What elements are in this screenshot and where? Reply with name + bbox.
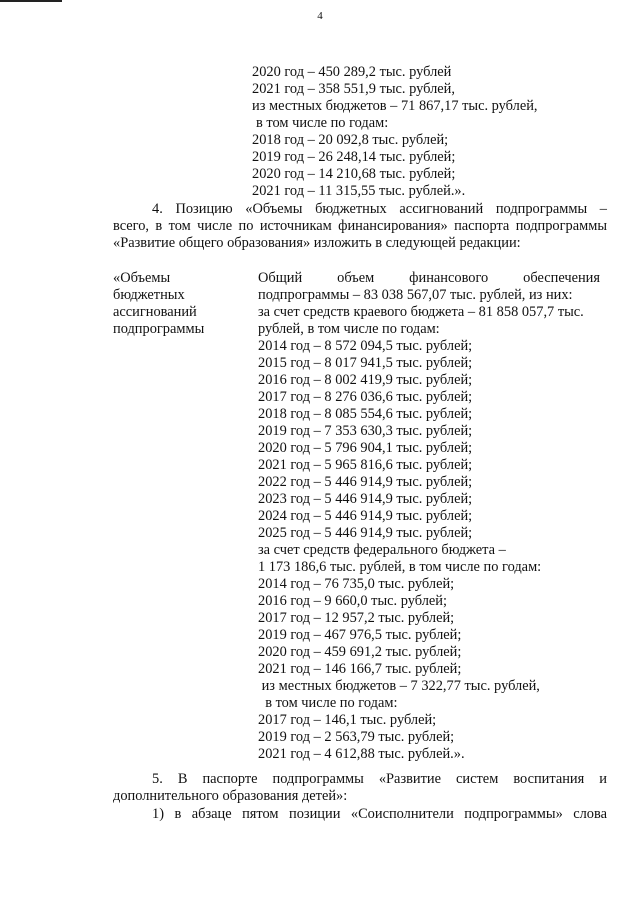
paragraph-line: 5. В паспорте подпрограммы «Развитие систем воспитания и	[152, 771, 607, 787]
table-value-line: 2019 год – 7 353 630,3 тыс. рублей;	[258, 423, 473, 439]
table-value-line: 2019 год – 2 563,79 тыс. рублей;	[258, 729, 455, 745]
table-value-line: 2014 год – 8 572 094,5 тыс. рублей;	[258, 338, 473, 354]
table-value-line: подпрограммы – 83 038 567,07 тыс. рублей, из них:	[258, 287, 573, 303]
paragraph-line: 4. Позицию «Объемы бюджетных ассигнований подпрограммы –	[152, 201, 607, 217]
table-value-line: 2021 год – 5 965 816,6 тыс. рублей;	[258, 457, 473, 473]
table-value-line: из местных бюджетов – 7 322,77 тыс. рублей,	[258, 678, 540, 694]
table-value-line: 2017 год – 8 276 036,6 тыс. рублей;	[258, 389, 473, 405]
text-line: в том числе по годам:	[256, 115, 389, 131]
table-value-line: 2023 год – 5 446 914,9 тыс. рублей;	[258, 491, 473, 507]
table-value-line: 2016 год – 9 660,0 тыс. рублей;	[258, 593, 447, 609]
table-label-line: бюджетных	[113, 287, 185, 303]
table-value-line: 2024 год – 5 446 914,9 тыс. рублей;	[258, 508, 473, 524]
table-label-line: «Объемы	[113, 270, 171, 286]
table-value-line: 2025 год – 5 446 914,9 тыс. рублей;	[258, 525, 473, 541]
table-value-line: за счет средств краевого бюджета – 81 858 057,7 тыс.	[258, 304, 584, 320]
paragraph-line: всего, в том числе по источникам финансирования» паспорта подпрограммы	[113, 218, 607, 234]
text-line: 2020 год – 450 289,2 тыс. рублей	[252, 64, 452, 80]
text-line: 2020 год – 14 210,68 тыс. рублей;	[252, 166, 456, 182]
text-line: 2021 год – 11 315,55 тыс. рублей.».	[252, 183, 466, 199]
table-value-line: 2021 год – 4 612,88 тыс. рублей.».	[258, 746, 465, 762]
scan-corner-mark	[0, 0, 62, 2]
table-value-line: Общий объем финансового обеспечения	[258, 270, 600, 286]
paragraph-line: дополнительного образования детей»:	[113, 788, 348, 804]
text-line: 2018 год – 20 092,8 тыс. рублей;	[252, 132, 449, 148]
table-value-line: в том числе по годам:	[258, 695, 398, 711]
text-line: из местных бюджетов – 71 867,17 тыс. рублей,	[252, 98, 538, 114]
table-value-line: 1 173 186,6 тыс. рублей, в том числе по годам:	[258, 559, 542, 575]
table-value-line: 2019 год – 467 976,5 тыс. рублей;	[258, 627, 462, 643]
table-value-line: 2020 год – 5 796 904,1 тыс. рублей;	[258, 440, 473, 456]
table-value-line: 2021 год – 146 166,7 тыс. рублей;	[258, 661, 462, 677]
text-line: 2019 год – 26 248,14 тыс. рублей;	[252, 149, 456, 165]
table-value-line: за счет средств федерального бюджета –	[258, 542, 506, 558]
table-value-line: 2016 год – 8 002 419,9 тыс. рублей;	[258, 372, 473, 388]
table-value-line: 2020 год – 459 691,2 тыс. рублей;	[258, 644, 462, 660]
paragraph-line: 1) в абзаце пятом позиции «Соисполнители подпрограммы» слова	[152, 806, 607, 822]
table-label-line: ассигнований	[113, 304, 197, 320]
text-line: 2021 год – 358 551,9 тыс. рублей,	[252, 81, 455, 97]
table-value-line: 2017 год – 12 957,2 тыс. рублей;	[258, 610, 455, 626]
table-value-line: 2017 год – 146,1 тыс. рублей;	[258, 712, 437, 728]
table-label-line: подпрограммы	[113, 321, 205, 337]
table-value-line: рублей, в том числе по годам:	[258, 321, 440, 337]
table-value-line: 2014 год – 76 735,0 тыс. рублей;	[258, 576, 455, 592]
table-value-line: 2018 год – 8 085 554,6 тыс. рублей;	[258, 406, 473, 422]
table-value-line: 2022 год – 5 446 914,9 тыс. рублей;	[258, 474, 473, 490]
table-value-line: 2015 год – 8 017 941,5 тыс. рублей;	[258, 355, 473, 371]
page-number: 4	[317, 10, 323, 22]
paragraph-line: «Развитие общего образования» изложить в следующей редакции:	[113, 235, 521, 251]
